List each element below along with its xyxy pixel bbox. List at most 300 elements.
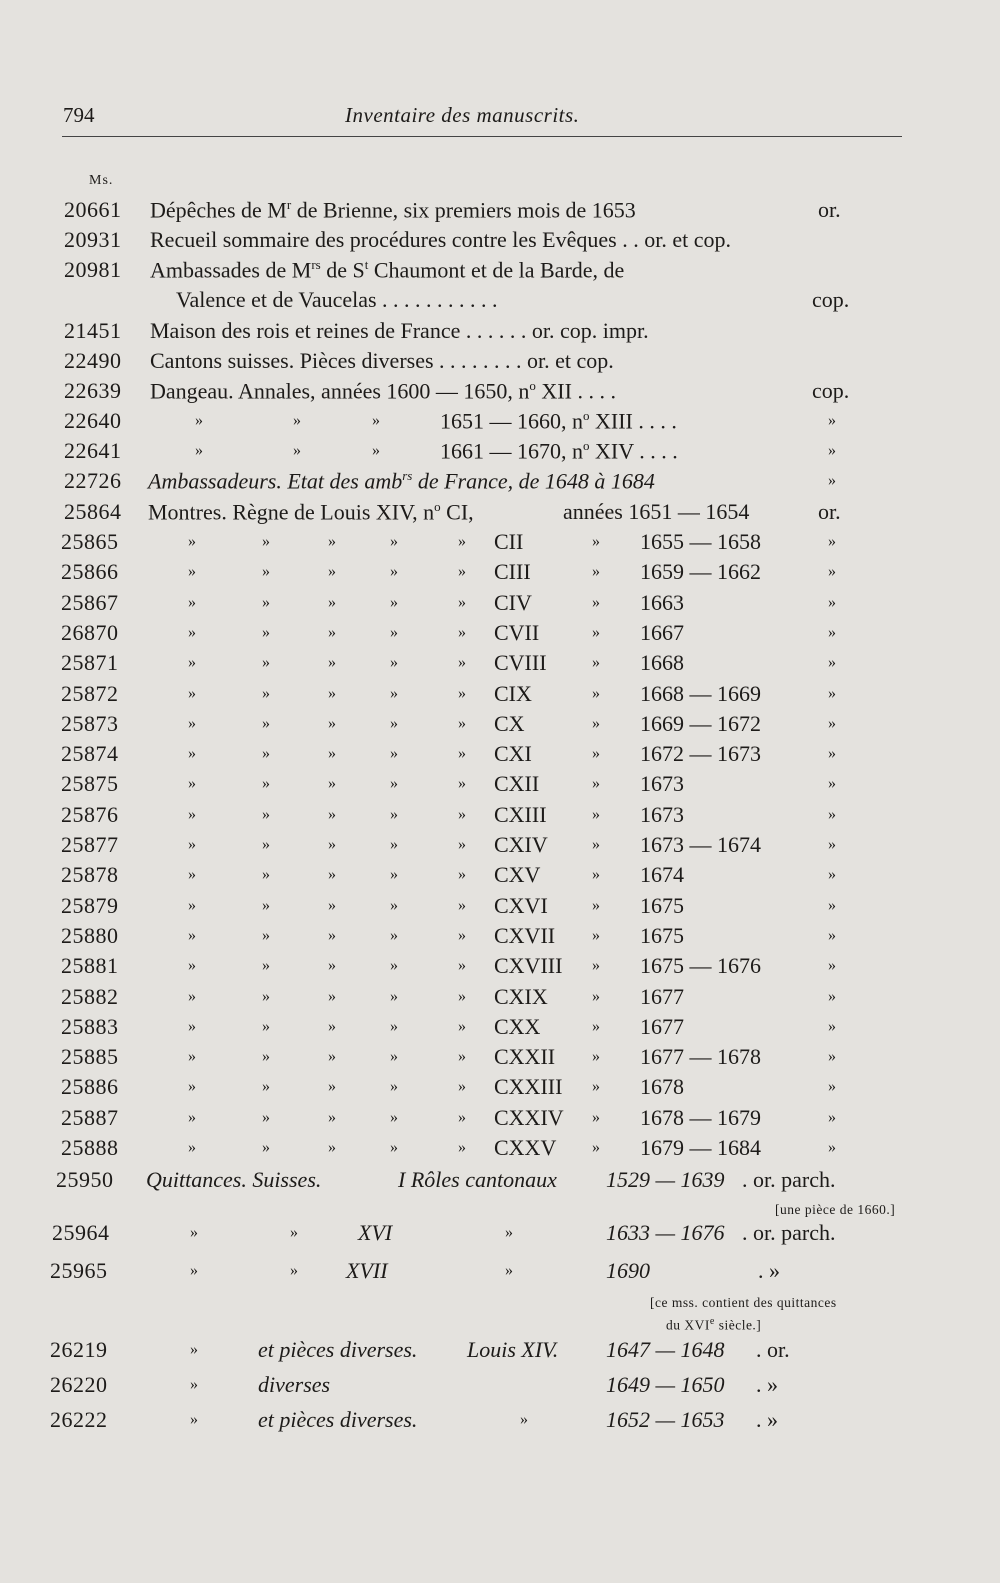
ditto-mark: »	[262, 714, 270, 732]
ditto-mark: »	[828, 684, 836, 702]
ditto-mark: »	[390, 563, 398, 581]
years: 1690	[606, 1258, 650, 1283]
table-row	[0, 287, 1000, 317]
superscript: r	[286, 197, 292, 212]
ditto-mark: »	[188, 745, 196, 763]
ditto-mark: »	[592, 1139, 600, 1156]
table-row	[0, 438, 1000, 468]
ditto-mark: »	[328, 623, 336, 641]
manuscript-number: 25866	[61, 559, 119, 585]
ditto-mark: »	[390, 866, 398, 884]
text-fragment: Montres. Règne de Louis XIV, n	[148, 499, 435, 525]
text-fragment: Chaumont et de la Barde, de	[368, 257, 625, 283]
table-row	[0, 257, 1000, 287]
ditto-mark: »	[328, 563, 336, 581]
ditto-mark: »	[293, 442, 301, 459]
table-row	[0, 1044, 1000, 1074]
status: cop.	[812, 287, 850, 312]
ditto-mark: »	[190, 1262, 198, 1279]
table-row	[0, 802, 1000, 832]
manuscript-number: 25885	[61, 1044, 119, 1070]
description: et pièces diverses.	[258, 1407, 418, 1432]
ditto-mark: »	[190, 1341, 198, 1358]
text-fragment: Dépêches de M	[150, 197, 287, 223]
table-row	[0, 1372, 1000, 1402]
years: 1659 — 1662	[640, 559, 761, 585]
roman-number: CXXIV	[494, 1104, 564, 1130]
text-fragment: XIV . . . .	[589, 438, 678, 464]
ditto-mark: »	[458, 805, 466, 823]
status: . or. parch.	[742, 1167, 836, 1192]
ditto-mark: »	[188, 623, 196, 641]
manuscript-number: 26219	[50, 1337, 108, 1362]
ditto-mark: »	[458, 1108, 466, 1126]
superscript: e	[709, 1316, 715, 1327]
table-row	[0, 650, 1000, 680]
ditto-mark: »	[458, 926, 466, 944]
ditto-mark: »	[828, 836, 836, 853]
entry-description	[150, 227, 731, 253]
table-row	[0, 408, 1000, 438]
manuscript-number: 25876	[61, 801, 119, 827]
ditto-mark: »	[828, 593, 836, 611]
ditto-mark: »	[328, 1139, 336, 1156]
ditto-mark: »	[592, 957, 600, 975]
manuscript-number: 25879	[61, 892, 119, 918]
ditto-mark: »	[828, 987, 836, 1005]
column-label: Ms.	[89, 173, 114, 188]
table-row	[0, 711, 1000, 741]
manuscript-number: 25867	[61, 589, 119, 615]
manuscript-number: 25873	[61, 710, 119, 736]
ditto-mark: »	[458, 1139, 466, 1156]
table-row	[0, 771, 1000, 801]
description: et pièces diverses.	[258, 1337, 418, 1362]
ditto-mark: »	[458, 957, 466, 975]
manuscript-number: 25950	[56, 1167, 114, 1192]
manuscript-number: 22726	[64, 468, 122, 493]
years: années 1651 — 1654	[563, 499, 750, 524]
ditto-mark: »	[262, 623, 270, 641]
text-fragment: Ambassadeurs. Etat des amb	[148, 468, 403, 494]
years: 1668 — 1669	[640, 680, 761, 706]
ditto-mark: »	[262, 896, 270, 914]
ditto-mark: »	[592, 1017, 600, 1035]
ditto-mark: »	[458, 623, 466, 641]
ditto-mark: »	[828, 563, 836, 581]
superscript: o	[434, 499, 441, 514]
text-fragment: Recueil sommaire des procédures contre les Evêques . . or. et cop.	[150, 227, 731, 252]
roman-number: CIV	[494, 589, 532, 615]
ditto-mark: »	[505, 1224, 513, 1241]
roman-number: CXII	[494, 771, 540, 797]
manuscript-number: 22639	[64, 378, 122, 403]
ditto-mark: »	[262, 987, 270, 1005]
ditto-mark: »	[328, 1108, 336, 1126]
volume: XVII	[346, 1258, 388, 1283]
ditto-mark: »	[188, 1017, 196, 1035]
ditto-mark: »	[262, 866, 270, 884]
ditto-mark: »	[828, 957, 836, 975]
ditto-mark: »	[458, 866, 466, 884]
manuscript-number: 21451	[64, 318, 122, 343]
ditto-mark: »	[828, 1139, 836, 1156]
text-fragment: du XVI	[666, 1317, 710, 1333]
manuscript-number: 25886	[61, 1074, 119, 1100]
years: 1668	[640, 650, 684, 676]
table-row	[0, 1014, 1000, 1044]
entry-description	[150, 197, 636, 223]
table-row	[0, 590, 1000, 620]
table-row	[0, 893, 1000, 923]
ditto-mark: »	[188, 926, 196, 944]
roman-number: CXX	[494, 1013, 541, 1039]
ditto-mark: »	[458, 684, 466, 702]
ditto-mark: »	[372, 412, 380, 429]
manuscript-number: 25872	[61, 680, 119, 706]
table-row	[0, 227, 1000, 257]
volume: XVI	[358, 1220, 393, 1245]
text-fragment: XIII . . . .	[589, 408, 677, 434]
page-title: Inventaire des manuscrits.	[345, 103, 580, 127]
ditto-mark: »	[328, 987, 336, 1005]
years: 1678 — 1679	[640, 1104, 761, 1130]
ditto-mark: »	[458, 563, 466, 581]
ditto-mark: »	[262, 654, 270, 672]
ditto-mark: »	[390, 1139, 398, 1156]
ditto-mark: »	[828, 654, 836, 672]
text-fragment: de France, de 1648 à 1684	[412, 468, 655, 494]
ditto-mark: »	[328, 896, 336, 914]
ditto-mark: »	[188, 533, 196, 550]
ditto-mark: »	[390, 1108, 398, 1126]
ditto-mark: »	[188, 836, 196, 853]
ditto-mark: »	[262, 563, 270, 581]
note	[666, 1316, 761, 1334]
text-fragment: siècle.]	[714, 1317, 762, 1333]
ditto-mark: »	[458, 1017, 466, 1035]
roman-number: CVII	[494, 619, 540, 645]
table-row	[0, 499, 1000, 529]
ditto-mark: »	[328, 654, 336, 672]
ditto-mark: »	[828, 623, 836, 641]
ditto-mark: »	[262, 745, 270, 763]
ditto-mark: »	[328, 926, 336, 944]
ditto-mark: »	[592, 533, 600, 550]
ditto-mark: »	[328, 1078, 336, 1096]
years: 1675	[640, 892, 684, 918]
ditto-mark: »	[390, 1078, 398, 1096]
ditto-mark: »	[188, 593, 196, 611]
manuscript-number: 20661	[64, 197, 122, 222]
text-fragment: Valence et de Vaucelas . . . . . . . . . . .	[176, 287, 498, 312]
text-fragment: XII . . . .	[535, 378, 616, 404]
ditto-mark: »	[592, 623, 600, 641]
manuscript-number: 25864	[64, 499, 122, 524]
superscript: o	[583, 438, 590, 453]
ditto-mark: »	[195, 412, 203, 429]
ditto-mark: »	[828, 442, 836, 459]
ditto-mark: »	[390, 957, 398, 975]
ditto-mark: »	[592, 714, 600, 732]
ditto-mark: »	[390, 684, 398, 702]
manuscript-number: 26220	[50, 1372, 108, 1397]
ditto-mark: »	[458, 987, 466, 1005]
years: 1675 — 1676	[640, 953, 761, 979]
manuscript-number: 25877	[61, 832, 119, 857]
manuscript-number: 20981	[64, 257, 122, 282]
text-fragment: Ambassades de M	[150, 257, 312, 283]
manuscript-number: 25965	[50, 1258, 108, 1283]
status: or.	[818, 197, 841, 222]
header-rule	[62, 136, 902, 137]
years: 1677	[640, 1013, 684, 1039]
entry-description	[440, 408, 677, 434]
table-row	[0, 953, 1000, 983]
entry-description	[148, 468, 655, 494]
superscript: o	[583, 408, 590, 423]
ditto-mark: »	[592, 684, 600, 702]
table-row	[0, 1407, 1000, 1437]
text-fragment: de Brienne, six premiers mois de 1653	[291, 197, 636, 223]
ditto-mark: »	[195, 442, 203, 459]
table-row	[0, 984, 1000, 1014]
entry-description	[148, 499, 474, 525]
manuscript-number: 22640	[64, 408, 122, 433]
years: 1663	[640, 589, 684, 615]
ditto-mark: »	[592, 866, 600, 884]
ditto-mark: »	[328, 593, 336, 611]
ditto-mark: »	[828, 1108, 836, 1126]
ditto-mark: »	[458, 593, 466, 611]
manuscript-number: 26222	[50, 1407, 108, 1432]
ditto-mark: »	[188, 654, 196, 672]
ditto-mark: »	[520, 1411, 528, 1428]
roman-number: CX	[494, 710, 525, 736]
ditto-mark: »	[458, 533, 466, 550]
table-row	[0, 681, 1000, 711]
manuscript-number: 25882	[61, 983, 119, 1009]
ditto-mark: »	[828, 926, 836, 944]
ditto-mark: »	[328, 533, 336, 550]
ditto-mark: »	[592, 745, 600, 763]
note: [ce mss. contient des quittances	[650, 1295, 837, 1310]
ditto-mark: »	[188, 1078, 196, 1096]
manuscript-number: 25881	[61, 953, 119, 979]
ditto-mark: »	[458, 775, 466, 793]
text-fragment: Dangeau. Annales, années 1600 — 1650, n	[150, 378, 530, 404]
ditto-mark: »	[390, 775, 398, 793]
table-row	[0, 378, 1000, 408]
ditto-mark: »	[828, 1078, 836, 1096]
manuscript-number: 25880	[61, 922, 119, 948]
description: Louis XIV.	[467, 1337, 559, 1362]
years: 1677 — 1678	[640, 1044, 761, 1070]
table-row	[0, 1105, 1000, 1135]
description: Quittances. Suisses.	[146, 1167, 322, 1192]
ditto-mark: »	[828, 714, 836, 732]
years: 1675	[640, 922, 684, 948]
ditto-mark: »	[188, 866, 196, 884]
ditto-mark: »	[328, 1048, 336, 1066]
ditto-mark: »	[592, 654, 600, 672]
roman-number: CXVIII	[494, 953, 563, 979]
table-row	[0, 1258, 1000, 1288]
roman-number: CXIII	[494, 801, 547, 827]
table-row	[0, 741, 1000, 771]
status: . »	[756, 1407, 778, 1432]
roman-number: CXVI	[494, 892, 548, 918]
page-number: 794	[63, 103, 95, 127]
status: . »	[758, 1258, 780, 1283]
table-row	[0, 468, 1000, 498]
text-fragment: Cantons suisses. Pièces diverses . . . . . . . . or. et cop.	[150, 348, 614, 373]
ditto-mark: »	[188, 684, 196, 702]
manuscript-number: 25865	[61, 529, 119, 554]
years: 1673 — 1674	[640, 832, 761, 857]
manuscript-number: 25874	[61, 741, 119, 767]
ditto-mark: »	[188, 1048, 196, 1066]
table-row	[0, 1220, 1000, 1250]
ditto-mark: »	[505, 1262, 513, 1279]
roman-number: CIX	[494, 680, 532, 706]
manuscript-number: 25871	[61, 650, 119, 676]
ditto-mark: »	[592, 1048, 600, 1066]
note: [une pièce de 1660.]	[775, 1202, 896, 1217]
ditto-mark: »	[328, 1017, 336, 1035]
superscript: rs	[311, 257, 321, 272]
ditto-mark: »	[390, 987, 398, 1005]
table-row	[0, 559, 1000, 589]
roman-number: CVIII	[494, 650, 547, 676]
ditto-mark: »	[372, 442, 380, 459]
ditto-mark: »	[328, 714, 336, 732]
ditto-mark: »	[458, 654, 466, 672]
ditto-mark: »	[390, 805, 398, 823]
roman-number: CXV	[494, 862, 541, 888]
years: 1669 — 1672	[640, 710, 761, 736]
ditto-mark: »	[328, 957, 336, 975]
ditto-mark: »	[592, 1078, 600, 1096]
ditto-mark: »	[828, 775, 836, 793]
ditto-mark: »	[290, 1262, 298, 1279]
entry-description	[150, 348, 614, 374]
table-row	[0, 1135, 1000, 1165]
entry-description	[440, 438, 678, 464]
ditto-mark: »	[328, 805, 336, 823]
ditto-mark: »	[592, 775, 600, 793]
ditto-mark: »	[188, 1108, 196, 1126]
ditto-mark: »	[190, 1376, 198, 1393]
ditto-mark: »	[390, 623, 398, 641]
ditto-mark: »	[190, 1411, 198, 1428]
ditto-mark: »	[458, 836, 466, 853]
table-row	[0, 862, 1000, 892]
ditto-mark: »	[592, 926, 600, 944]
manuscript-number: 25883	[61, 1013, 119, 1039]
description: diverses	[258, 1372, 331, 1397]
years: 1529 — 1639	[606, 1167, 725, 1192]
roman-number: CIII	[494, 559, 531, 585]
manuscript-number: 20931	[64, 227, 122, 252]
ditto-mark: »	[458, 1078, 466, 1096]
ditto-mark: »	[828, 1048, 836, 1066]
status: . or.	[756, 1337, 790, 1362]
years: 1673	[640, 771, 684, 797]
ditto-mark: »	[592, 563, 600, 581]
roman-number: CXXIII	[494, 1074, 563, 1100]
ditto-mark: »	[262, 1048, 270, 1066]
entry-description	[150, 318, 649, 344]
ditto-mark: »	[390, 1017, 398, 1035]
table-row	[0, 620, 1000, 650]
ditto-mark: »	[390, 593, 398, 611]
entry-description	[176, 287, 498, 313]
ditto-mark: »	[188, 563, 196, 581]
manuscript-number: 25875	[61, 771, 119, 797]
ditto-mark: »	[328, 684, 336, 702]
text-fragment: Maison des rois et reines de France . . . . . . or. cop. impr.	[150, 318, 649, 343]
ditto-mark: »	[188, 957, 196, 975]
table-row	[0, 1074, 1000, 1104]
ditto-mark: »	[828, 412, 836, 429]
years: 1633 — 1676	[606, 1220, 725, 1245]
roman-number: CXXII	[494, 1044, 556, 1070]
ditto-mark: »	[458, 896, 466, 914]
ditto-mark: »	[262, 775, 270, 793]
ditto-mark: »	[262, 836, 270, 853]
status: cop.	[812, 378, 850, 403]
ditto-mark: »	[262, 1139, 270, 1156]
ditto-mark: »	[328, 775, 336, 793]
ditto-mark: »	[390, 654, 398, 672]
roman-number: CXI	[494, 741, 532, 767]
ditto-mark: »	[293, 412, 301, 429]
years: 1674	[640, 862, 684, 888]
years: 1672 — 1673	[640, 741, 761, 767]
manuscript-number: 25964	[52, 1220, 110, 1245]
roman-number: CXVII	[494, 922, 556, 948]
ditto-mark: »	[390, 745, 398, 763]
ditto-mark: »	[390, 896, 398, 914]
roman-number: CXXV	[494, 1135, 557, 1160]
table-row	[0, 832, 1000, 862]
years: 1667	[640, 619, 684, 645]
roman-number: CXIV	[494, 832, 548, 857]
years: 1649 — 1650	[606, 1372, 725, 1397]
status: . or. parch.	[742, 1220, 836, 1245]
table-row	[0, 348, 1000, 378]
ditto-mark: »	[828, 896, 836, 914]
ditto-mark: »	[262, 593, 270, 611]
ditto-mark: »	[592, 593, 600, 611]
superscript: o	[529, 378, 536, 393]
ditto-mark: »	[390, 1048, 398, 1066]
description: I Rôles cantonaux	[398, 1167, 557, 1192]
years: 1647 — 1648	[606, 1337, 725, 1362]
entry-description	[150, 378, 616, 404]
ditto-mark: »	[828, 533, 836, 550]
ditto-mark: »	[262, 684, 270, 702]
table-row	[0, 923, 1000, 953]
table-row	[0, 197, 1000, 227]
years: 1673	[640, 801, 684, 827]
ditto-mark: »	[328, 866, 336, 884]
years: 1679 — 1684	[640, 1135, 761, 1160]
manuscript-number: 25878	[61, 862, 119, 888]
ditto-mark: »	[328, 745, 336, 763]
ditto-mark: »	[262, 805, 270, 823]
